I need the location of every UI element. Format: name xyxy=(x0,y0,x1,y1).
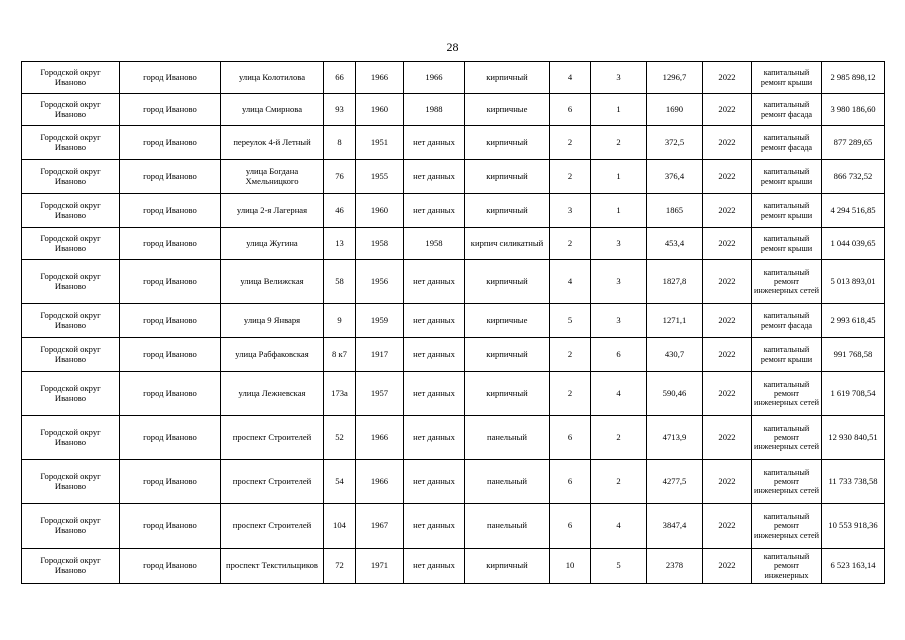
work-cell: капитальный ремонт инженерных сетей xyxy=(752,504,822,549)
material-cell: кирпичные xyxy=(465,94,550,126)
floors-cell: 2 xyxy=(550,228,591,260)
reno-cell: нет данных xyxy=(404,304,465,338)
district-cell: Городской округ Иваново xyxy=(22,194,120,228)
city-cell: город Иваново xyxy=(120,194,221,228)
plan-year-cell: 2022 xyxy=(703,338,752,372)
table-row xyxy=(22,194,885,228)
work-cell: капитальный ремонт фасада xyxy=(752,304,822,338)
cost-cell: 3 980 186,60 xyxy=(822,94,885,126)
cost-cell: 12 930 840,51 xyxy=(822,416,885,460)
area-cell: 1827,8 xyxy=(647,260,703,304)
work-cell: капитальный ремонт инженерных сетей xyxy=(752,372,822,416)
year-cell: 1966 xyxy=(356,416,404,460)
floors-cell: 6 xyxy=(550,94,591,126)
table-row xyxy=(22,504,885,549)
floors-cell: 2 xyxy=(550,372,591,416)
reno-cell: нет данных xyxy=(404,338,465,372)
plan-year-cell: 2022 xyxy=(703,126,752,160)
work-cell: капитальный ремонт крыши xyxy=(752,62,822,94)
floors-cell: 4 xyxy=(550,260,591,304)
material-cell: панельный xyxy=(465,460,550,504)
city-cell: город Иваново xyxy=(120,304,221,338)
street-cell: проспект Строителей xyxy=(221,416,324,460)
street-cell: улица Богдана Хмельницкого xyxy=(221,160,324,194)
house-cell: 93 xyxy=(324,94,356,126)
year-cell: 1955 xyxy=(356,160,404,194)
table-row xyxy=(22,416,885,460)
city-cell: город Иваново xyxy=(120,62,221,94)
plan-year-cell: 2022 xyxy=(703,260,752,304)
city-cell: город Иваново xyxy=(120,228,221,260)
district-cell: Городской округ Иваново xyxy=(22,62,120,94)
entrances-cell: 1 xyxy=(591,160,647,194)
street-cell: улица Колотилова xyxy=(221,62,324,94)
table-row xyxy=(22,260,885,304)
floors-cell: 6 xyxy=(550,504,591,549)
table-row xyxy=(22,460,885,504)
house-cell: 54 xyxy=(324,460,356,504)
year-cell: 1971 xyxy=(356,549,404,584)
house-cell: 8 к7 xyxy=(324,338,356,372)
street-cell: улица Рабфаковская xyxy=(221,338,324,372)
floors-cell: 6 xyxy=(550,460,591,504)
district-cell: Городской округ Иваново xyxy=(22,126,120,160)
district-cell: Городской округ Иваново xyxy=(22,549,120,584)
house-cell: 8 xyxy=(324,126,356,160)
house-cell: 9 xyxy=(324,304,356,338)
table-row xyxy=(22,372,885,416)
cost-cell: 4 294 516,85 xyxy=(822,194,885,228)
material-cell: кирпичный xyxy=(465,372,550,416)
area-cell: 376,4 xyxy=(647,160,703,194)
work-cell: капитальный ремонт инженерных сетей xyxy=(752,416,822,460)
house-cell: 76 xyxy=(324,160,356,194)
entrances-cell: 3 xyxy=(591,228,647,260)
material-cell: кирпич силикатный xyxy=(465,228,550,260)
work-cell: капитальный ремонт крыши xyxy=(752,338,822,372)
floors-cell: 2 xyxy=(550,338,591,372)
reno-cell: нет данных xyxy=(404,372,465,416)
plan-year-cell: 2022 xyxy=(703,304,752,338)
reno-cell: нет данных xyxy=(404,126,465,160)
district-cell: Городской округ Иваново xyxy=(22,416,120,460)
area-cell: 2378 xyxy=(647,549,703,584)
entrances-cell: 1 xyxy=(591,194,647,228)
table-row xyxy=(22,94,885,126)
street-cell: переулок 4-й Летный xyxy=(221,126,324,160)
plan-year-cell: 2022 xyxy=(703,549,752,584)
area-cell: 1690 xyxy=(647,94,703,126)
area-cell: 590,46 xyxy=(647,372,703,416)
work-cell: капитальный ремонт крыши xyxy=(752,160,822,194)
reno-cell: 1988 xyxy=(404,94,465,126)
cost-cell: 1 044 039,65 xyxy=(822,228,885,260)
plan-year-cell: 2022 xyxy=(703,228,752,260)
street-cell: улица 2-я Лагерная xyxy=(221,194,324,228)
entrances-cell: 2 xyxy=(591,416,647,460)
house-cell: 58 xyxy=(324,260,356,304)
cost-cell: 6 523 163,14 xyxy=(822,549,885,584)
plan-year-cell: 2022 xyxy=(703,194,752,228)
plan-year-cell: 2022 xyxy=(703,460,752,504)
cost-cell: 866 732,52 xyxy=(822,160,885,194)
district-cell: Городской округ Иваново xyxy=(22,228,120,260)
table-row xyxy=(22,549,885,584)
house-cell: 46 xyxy=(324,194,356,228)
cost-cell: 2 985 898,12 xyxy=(822,62,885,94)
material-cell: панельный xyxy=(465,504,550,549)
cost-cell: 877 289,65 xyxy=(822,126,885,160)
work-cell: капитальный ремонт фасада xyxy=(752,94,822,126)
district-cell: Городской округ Иваново xyxy=(22,304,120,338)
material-cell: кирпичный xyxy=(465,338,550,372)
reno-cell: нет данных xyxy=(404,504,465,549)
city-cell: город Иваново xyxy=(120,260,221,304)
house-cell: 52 xyxy=(324,416,356,460)
city-cell: город Иваново xyxy=(120,126,221,160)
plan-year-cell: 2022 xyxy=(703,94,752,126)
street-cell: проспект Текстильщиков xyxy=(221,549,324,584)
work-cell: капитальный ремонт крыши xyxy=(752,194,822,228)
housing-repair-table xyxy=(21,61,885,584)
entrances-cell: 6 xyxy=(591,338,647,372)
year-cell: 1967 xyxy=(356,504,404,549)
area-cell: 1296,7 xyxy=(647,62,703,94)
city-cell: город Иваново xyxy=(120,549,221,584)
work-cell: капитальный ремонт инженерных xyxy=(752,549,822,584)
table-row xyxy=(22,304,885,338)
floors-cell: 3 xyxy=(550,194,591,228)
house-cell: 66 xyxy=(324,62,356,94)
entrances-cell: 4 xyxy=(591,504,647,549)
work-cell: капитальный ремонт инженерных сетей xyxy=(752,460,822,504)
table-row xyxy=(22,62,885,94)
cost-cell: 2 993 618,45 xyxy=(822,304,885,338)
street-cell: улица Велижская xyxy=(221,260,324,304)
entrances-cell: 1 xyxy=(591,94,647,126)
house-cell: 13 xyxy=(324,228,356,260)
year-cell: 1960 xyxy=(356,94,404,126)
entrances-cell: 2 xyxy=(591,460,647,504)
plan-year-cell: 2022 xyxy=(703,504,752,549)
work-cell: капитальный ремонт фасада xyxy=(752,126,822,160)
city-cell: город Иваново xyxy=(120,416,221,460)
street-cell: улица Жугина xyxy=(221,228,324,260)
year-cell: 1958 xyxy=(356,228,404,260)
plan-year-cell: 2022 xyxy=(703,160,752,194)
floors-cell: 10 xyxy=(550,549,591,584)
year-cell: 1966 xyxy=(356,62,404,94)
city-cell: город Иваново xyxy=(120,372,221,416)
area-cell: 4713,9 xyxy=(647,416,703,460)
reno-cell: нет данных xyxy=(404,549,465,584)
street-cell: проспект Строителей xyxy=(221,460,324,504)
area-cell: 372,5 xyxy=(647,126,703,160)
house-cell: 72 xyxy=(324,549,356,584)
table-row xyxy=(22,228,885,260)
reno-cell: 1966 xyxy=(404,62,465,94)
material-cell: кирпичный xyxy=(465,194,550,228)
reno-cell: нет данных xyxy=(404,460,465,504)
city-cell: город Иваново xyxy=(120,94,221,126)
work-cell: капитальный ремонт инженерных сетей xyxy=(752,260,822,304)
area-cell: 3847,4 xyxy=(647,504,703,549)
plan-year-cell: 2022 xyxy=(703,372,752,416)
district-cell: Городской округ Иваново xyxy=(22,372,120,416)
district-cell: Городской округ Иваново xyxy=(22,504,120,549)
material-cell: кирпичный xyxy=(465,549,550,584)
material-cell: панельный xyxy=(465,416,550,460)
cost-cell: 1 619 708,54 xyxy=(822,372,885,416)
street-cell: улица 9 Января xyxy=(221,304,324,338)
material-cell: кирпичный xyxy=(465,126,550,160)
street-cell: улица Смирнова xyxy=(221,94,324,126)
material-cell: кирпичный xyxy=(465,160,550,194)
year-cell: 1966 xyxy=(356,460,404,504)
city-cell: город Иваново xyxy=(120,504,221,549)
area-cell: 430,7 xyxy=(647,338,703,372)
district-cell: Городской округ Иваново xyxy=(22,260,120,304)
work-cell: капитальный ремонт крыши xyxy=(752,228,822,260)
area-cell: 4277,5 xyxy=(647,460,703,504)
reno-cell: нет данных xyxy=(404,194,465,228)
floors-cell: 2 xyxy=(550,126,591,160)
area-cell: 453,4 xyxy=(647,228,703,260)
entrances-cell: 3 xyxy=(591,304,647,338)
reno-cell: нет данных xyxy=(404,416,465,460)
entrances-cell: 3 xyxy=(591,62,647,94)
entrances-cell: 4 xyxy=(591,372,647,416)
street-cell: улица Лежневская xyxy=(221,372,324,416)
city-cell: город Иваново xyxy=(120,460,221,504)
district-cell: Городской округ Иваново xyxy=(22,338,120,372)
material-cell: кирпичные xyxy=(465,304,550,338)
page-number: 28 xyxy=(446,40,459,54)
house-cell: 173а xyxy=(324,372,356,416)
year-cell: 1959 xyxy=(356,304,404,338)
floors-cell: 4 xyxy=(550,62,591,94)
reno-cell: 1958 xyxy=(404,228,465,260)
year-cell: 1951 xyxy=(356,126,404,160)
year-cell: 1957 xyxy=(356,372,404,416)
plan-year-cell: 2022 xyxy=(703,416,752,460)
district-cell: Городской округ Иваново xyxy=(22,94,120,126)
floors-cell: 5 xyxy=(550,304,591,338)
material-cell: кирпичный xyxy=(465,260,550,304)
floors-cell: 6 xyxy=(550,416,591,460)
area-cell: 1271,1 xyxy=(647,304,703,338)
floors-cell: 2 xyxy=(550,160,591,194)
city-cell: город Иваново xyxy=(120,160,221,194)
district-cell: Городской округ Иваново xyxy=(22,460,120,504)
entrances-cell: 5 xyxy=(591,549,647,584)
entrances-cell: 3 xyxy=(591,260,647,304)
district-cell: Городской округ Иваново xyxy=(22,160,120,194)
entrances-cell: 2 xyxy=(591,126,647,160)
house-cell: 104 xyxy=(324,504,356,549)
plan-year-cell: 2022 xyxy=(703,62,752,94)
reno-cell: нет данных xyxy=(404,160,465,194)
year-cell: 1956 xyxy=(356,260,404,304)
table-row xyxy=(22,126,885,160)
reno-cell: нет данных xyxy=(404,260,465,304)
cost-cell: 991 768,58 xyxy=(822,338,885,372)
cost-cell: 5 013 893,01 xyxy=(822,260,885,304)
city-cell: город Иваново xyxy=(120,338,221,372)
cost-cell: 10 553 918,36 xyxy=(822,504,885,549)
material-cell: кирпичный xyxy=(465,62,550,94)
table-row xyxy=(22,160,885,194)
cost-cell: 11 733 738,58 xyxy=(822,460,885,504)
year-cell: 1960 xyxy=(356,194,404,228)
street-cell: проспект Строителей xyxy=(221,504,324,549)
area-cell: 1865 xyxy=(647,194,703,228)
year-cell: 1917 xyxy=(356,338,404,372)
table-row xyxy=(22,338,885,372)
